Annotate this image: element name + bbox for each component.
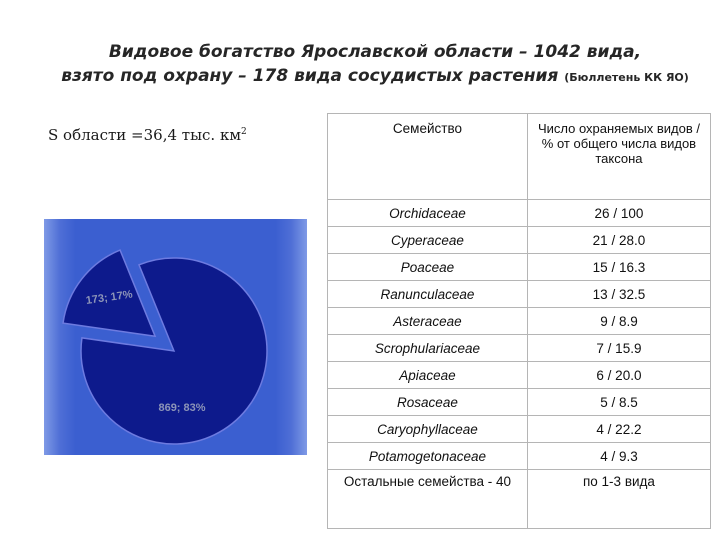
value-cell: 9 / 8.9 <box>527 308 710 335</box>
pie-label-1: 869; 83% <box>158 402 206 414</box>
pie-chart <box>44 219 307 455</box>
family-cell: Poaceae <box>328 254 528 281</box>
value-cell: 5 / 8.5 <box>527 389 710 416</box>
value-cell: 4 / 22.2 <box>527 416 710 443</box>
region-area <box>48 126 247 144</box>
family-cell: Orchidaceae <box>328 200 528 227</box>
title-note: (Бюллетень КК ЯО) <box>564 71 689 84</box>
table-row <box>328 308 711 335</box>
value-cell: 13 / 32.5 <box>527 281 710 308</box>
table-row-other-families <box>328 470 711 529</box>
family-cell: Scrophulariaceae <box>328 335 528 362</box>
value-cell: 26 / 100 <box>527 200 710 227</box>
family-cell: Caryophyllaceae <box>328 416 528 443</box>
table-body <box>328 114 711 529</box>
table-header-row <box>328 114 711 200</box>
family-cell: Potamogetonaceae <box>328 443 528 470</box>
table-row <box>328 389 711 416</box>
value-cell: по 1-3 вида <box>527 470 710 529</box>
table-row <box>328 443 711 470</box>
family-cell: Apiaceae <box>328 362 528 389</box>
pie-chart-panel <box>44 219 307 455</box>
table-row <box>328 227 711 254</box>
table-row <box>328 281 711 308</box>
table-row <box>328 200 711 227</box>
value-cell: 21 / 28.0 <box>527 227 710 254</box>
family-cell: Остальные семейства - 40 <box>328 470 528 529</box>
value-cell: 6 / 20.0 <box>527 362 710 389</box>
table-row <box>328 335 711 362</box>
header-family: Семейство <box>328 114 528 200</box>
title-line-2 <box>40 64 710 90</box>
table-row <box>328 254 711 281</box>
region-area-unit-power: 2 <box>241 127 247 137</box>
pie-label-0: 173; 17% <box>85 288 134 307</box>
title-line-1: Видовое богатство Ярославской области – 1042 вида, <box>108 42 642 62</box>
table-row <box>328 416 711 443</box>
protected-species-table <box>327 113 711 529</box>
value-cell: 4 / 9.3 <box>527 443 710 470</box>
family-cell: Ranunculaceae <box>328 281 528 308</box>
region-area-text: S области =36,4 тыс. км <box>48 126 241 144</box>
family-cell: Rosaceae <box>328 389 528 416</box>
family-cell: Asteraceae <box>328 308 528 335</box>
value-cell: 7 / 15.9 <box>527 335 710 362</box>
family-cell: Cyperaceae <box>328 227 528 254</box>
value-cell: 15 / 16.3 <box>527 254 710 281</box>
header-count: Число охраняемых видов / % от общего числа видов таксона <box>527 114 710 200</box>
page-title <box>40 40 710 90</box>
title-line-2-text: взято под охрану – 178 вида сосудистых растения <box>61 66 565 86</box>
table-row <box>328 362 711 389</box>
